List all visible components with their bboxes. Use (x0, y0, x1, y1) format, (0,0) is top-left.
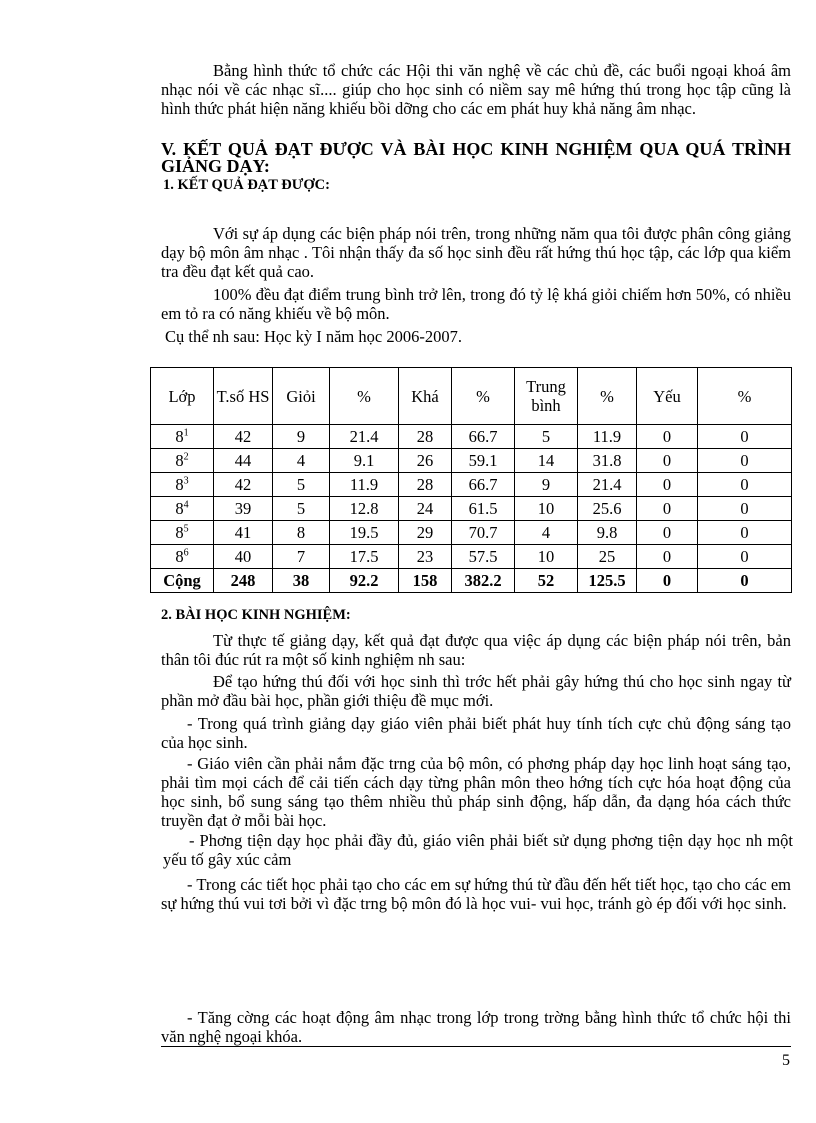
table-header: Lớp (151, 368, 214, 425)
table-header: Giỏi (273, 368, 330, 425)
table-cell: 52 (515, 569, 578, 593)
page-number: 5 (782, 1052, 790, 1069)
table-cell: 10 (515, 545, 578, 569)
table-cell: 382.2 (452, 569, 515, 593)
table-cell: 23 (399, 545, 452, 569)
table-cell: 0 (637, 545, 698, 569)
table-cell: 61.5 (452, 497, 515, 521)
table-cell: 26 (399, 449, 452, 473)
table-cell: 0 (637, 497, 698, 521)
percentage-paragraph: 100% đều đạt điểm trung bình trở lên, trong đó tỷ lệ khá giỏi chiếm hơn 50%, có nhiều em tỏ ra có năng khiếu về bộ môn. (161, 285, 791, 323)
table-header-row (151, 368, 792, 425)
table-cell: 24 (399, 497, 452, 521)
table-cell: 9.8 (578, 521, 637, 545)
table-cell: 0 (637, 449, 698, 473)
table-cell: 40 (214, 545, 273, 569)
table-cell: 0 (698, 521, 792, 545)
table-row (151, 521, 792, 545)
table-header: Yếu (637, 368, 698, 425)
lesson-item: - Phơng tiện dạy học phải đầy đủ, giáo viên phải biết sử dụng phơng tiện dạy học nh một yếu tố gây xúc cảm (163, 831, 793, 869)
table-cell: 92.2 (330, 569, 399, 593)
table-cell: 12.8 (330, 497, 399, 521)
table-cell: 41 (214, 521, 273, 545)
table-cell: 14 (515, 449, 578, 473)
table-header: % (452, 368, 515, 425)
table-row (151, 545, 792, 569)
table-cell: 44 (214, 449, 273, 473)
table-row (151, 449, 792, 473)
table-cell: 17.5 (330, 545, 399, 569)
table-cell: 4 (273, 449, 330, 473)
table-cell: 8 (273, 521, 330, 545)
table-cell: 21.4 (578, 473, 637, 497)
table-cell: 29 (399, 521, 452, 545)
lesson-item: - Tăng cờng các hoạt động âm nhạc trong lớp trong trờng bằng hình thức tổ chức hội thi văn nghệ ngoại khóa. (161, 1008, 791, 1046)
results-paragraph: Với sự áp dụng các biện pháp nói trên, trong những năm qua tôi được phân công giảng dạy bộ môn âm nhạc . Tôi nhận thấy đa số học sinh đều rất hứng thú học tập, các lớp qua kiểm tra đều đạt kết quả cao. (161, 224, 791, 281)
table-cell: 25 (578, 545, 637, 569)
table-header: Khá (399, 368, 452, 425)
table-cell: 19.5 (330, 521, 399, 545)
table-cell: 11.9 (330, 473, 399, 497)
table-cell: 28 (399, 425, 452, 449)
table-cell: 11.9 (578, 425, 637, 449)
table-cell: 0 (637, 425, 698, 449)
table-cell: 0 (698, 473, 792, 497)
table-cell: 0 (637, 473, 698, 497)
lesson-item: - Trong các tiết học phải tạo cho các em sự hứng thú từ đầu đến hết tiết học, tạo cho các em sự hứng thú vui tơi bởi vì đặc trng bộ môn đó là học vui- vui học, tránh gò ép đối với học sinh. (161, 875, 791, 913)
semester-line: Cụ thể nh sau: Học kỳ I năm học 2006-2007. (165, 327, 462, 346)
lessons-intro-paragraph: Từ thực tế giảng dạy, kết quả đạt được qua việc áp dụng các biện pháp nói trên, bản thân tôi đúc rút ra một số kinh nghiệm nh sau: (161, 631, 791, 669)
intro-paragraph: Bằng hình thức tổ chức các Hội thi văn nghệ về các chủ đề, các buổi ngoại khoá âm nhạc nói về các nhạc sĩ.... giúp cho học sinh có niềm say mê hứng thú trong học tập cũng là hình thức phát hiện năng khiếu bồi dỡng cho các em phát huy khả năng âm nhạc. (161, 61, 791, 118)
table-cell: 4 (515, 521, 578, 545)
section-heading: V. KẾT QUẢ ĐẠT ĐƯỢC VÀ BÀI HỌC KINH NGHIỆM QUA QUÁ TRÌNH GIẢNG DẠY: (161, 139, 791, 176)
results-table (150, 367, 792, 593)
table-cell: Cộng (151, 569, 214, 593)
table-total-row (151, 569, 792, 593)
table-cell: 9 (273, 425, 330, 449)
table-cell: 125.5 (578, 569, 637, 593)
class-cell: $8^4$ (151, 497, 214, 521)
table-header: % (698, 368, 792, 425)
table-cell: 10 (515, 497, 578, 521)
table-cell: 0 (698, 569, 792, 593)
table-cell: 0 (698, 425, 792, 449)
class-cell: $8^2$ (151, 449, 214, 473)
table-cell: 70.7 (452, 521, 515, 545)
table-header: % (330, 368, 399, 425)
table-cell: 39 (214, 497, 273, 521)
table-cell: 5 (273, 473, 330, 497)
table-cell: 0 (637, 521, 698, 545)
table-cell: 7 (273, 545, 330, 569)
table-cell: 57.5 (452, 545, 515, 569)
subsection-results-heading: 1. KẾT QUẢ ĐẠT ĐƯỢC: (163, 177, 330, 193)
table-cell: 0 (698, 449, 792, 473)
table-cell: 9.1 (330, 449, 399, 473)
table-row (151, 425, 792, 449)
class-cell: $8^5$ (151, 521, 214, 545)
table-cell: 59.1 (452, 449, 515, 473)
class-cell: $8^1$ (151, 425, 214, 449)
footer-rule (161, 1046, 791, 1047)
table-cell: 248 (214, 569, 273, 593)
table-row (151, 473, 792, 497)
class-cell: $8^3$ (151, 473, 214, 497)
table-cell: 28 (399, 473, 452, 497)
table-header: % (578, 368, 637, 425)
table-cell: 66.7 (452, 425, 515, 449)
table-cell: 66.7 (452, 473, 515, 497)
lesson-item: Để tạo hứng thú đối với học sinh thì trớc hết phải gây hứng thú cho học sinh ngay từ phần mở đầu bài học, phần giới thiệu đề mục mới. (161, 672, 791, 710)
table-cell: 0 (698, 545, 792, 569)
table-cell: 38 (273, 569, 330, 593)
lesson-item: - Trong quá trình giảng dạy giáo viên phải biết phát huy tính tích cực chủ động sáng tạo của học sinh. (161, 714, 791, 752)
table-cell: 9 (515, 473, 578, 497)
table-cell: 21.4 (330, 425, 399, 449)
table-header: T.số HS (214, 368, 273, 425)
table-header: Trung bình (515, 368, 578, 425)
table-cell: 0 (637, 569, 698, 593)
table-cell: 158 (399, 569, 452, 593)
table-row (151, 497, 792, 521)
table-cell: 5 (273, 497, 330, 521)
table-cell: 25.6 (578, 497, 637, 521)
table-cell: 5 (515, 425, 578, 449)
class-cell: $8^6$ (151, 545, 214, 569)
table-cell: 0 (698, 497, 792, 521)
subsection-lessons-heading: 2. BÀI HỌC KINH NGHIỆM: (161, 607, 351, 623)
lesson-item: - Giáo viên cần phải nắm đặc trng của bộ môn, có phơng pháp dạy học linh hoạt sáng tạo, phải tìm mọi cách để cải tiến cách dạy từng phân môn theo hớng tích cực hóa hoạt động của học sinh, bổ sung sáng tạo thêm nhiều thủ pháp sinh động, hấp dẫn, đa dạng hóa cách thức truyền đạt ở mỗi bài học. (161, 754, 791, 830)
table-cell: 42 (214, 425, 273, 449)
table-cell: 31.8 (578, 449, 637, 473)
table-cell: 42 (214, 473, 273, 497)
